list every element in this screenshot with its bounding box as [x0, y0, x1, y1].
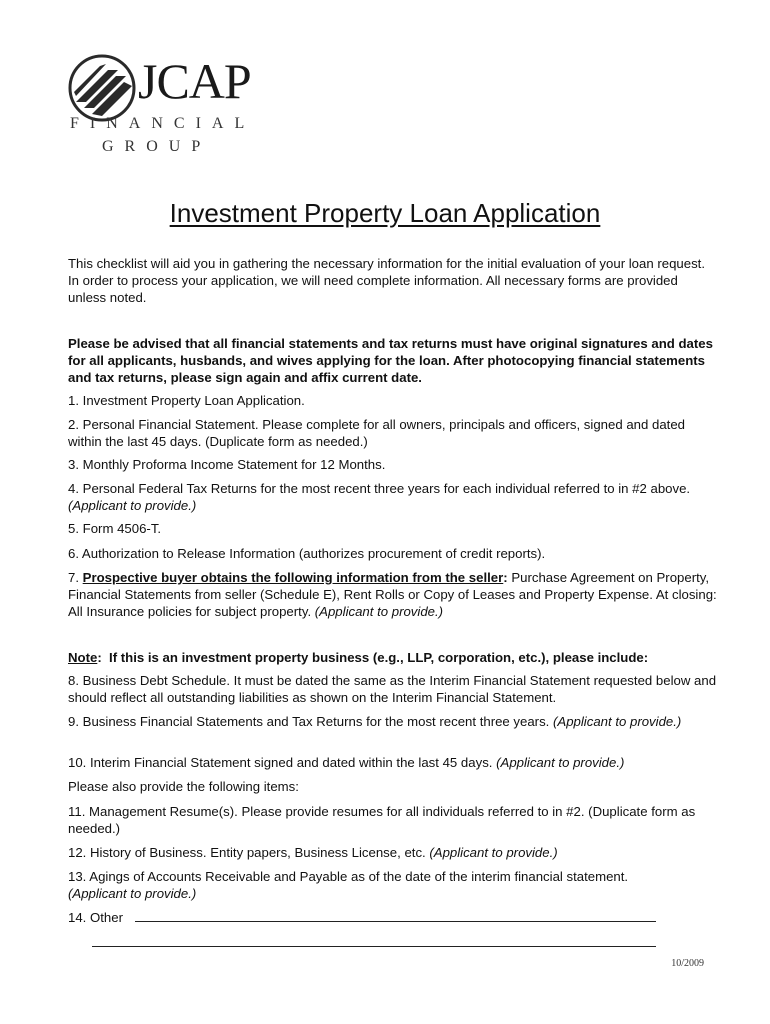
checklist-item-8: 8. Business Debt Schedule. It must be dated the same as the Interim Financial Statement requested below and should reflect all outstanding liabilities as shown on the Interim Financial Statement. — [68, 673, 717, 705]
checklist-item-11: 11. Management Resume(s). Please provide resumes for all individuals referred to in #2. (Duplicate form as needed.) — [68, 804, 696, 836]
logo-subtitle-financial: FINANCIAL — [70, 115, 256, 132]
also-provide-label: Please also provide the following items: — [68, 779, 299, 794]
checklist-item-7-heading: Prospective buyer obtains the following information from the seller — [82, 570, 504, 585]
checklist-item-7: 7. Prospective buyer obtains the following information from the seller: Purchase Agreement on Property, Financial Statements from seller (Schedule E), Rent Rolls or Copy of Leases and Property Expense. At closing: All Insurance policies for subject property. (Applicant to provide.) — [68, 570, 717, 619]
checklist-item-5: 5. Form 4506-T. — [68, 521, 162, 536]
checklist-item-9-text: 9. Business Financial Statements and Tax Returns for the most recent three years. — [68, 714, 550, 729]
page-title: Investment Property Loan Application — [169, 198, 601, 228]
intro-paragraph: This checklist will aid you in gathering the necessary information for the initial evaluation of your loan request. In order to process your application, we will need complete information. All necessary forms are provided unless noted. — [68, 256, 705, 305]
checklist-item-2: 2. Personal Financial Statement. Please complete for all owners, principals and officers, signed and dated within the last 45 days. (Duplicate form as needed.) — [68, 417, 685, 449]
checklist-item-9 — [68, 713, 718, 730]
note-paragraph: Note: If this is an investment property business (e.g., LLP, corporation, etc.), please include: — [68, 650, 649, 665]
checklist-item-12-text: 12. History of Business. Entity papers, Business License, etc. — [68, 845, 426, 860]
checklist-item-7-number: 7. — [68, 570, 79, 585]
checklist-item-14: 14. Other — [68, 910, 123, 925]
checklist-item-12-note: (Applicant to provide.) — [429, 845, 558, 860]
checklist-item-4-note: (Applicant to provide.) — [68, 498, 197, 513]
checklist-item-3: 3. Monthly Proforma Income Statement for 12 Months. — [68, 457, 386, 472]
checklist-item-10 — [68, 754, 718, 771]
checklist-item-9-note: (Applicant to provide.) — [553, 714, 682, 729]
checklist-item-13-note: (Applicant to provide.) — [68, 886, 197, 901]
checklist-item-13 — [68, 868, 718, 902]
form-revision-date: 10/2009 — [671, 958, 704, 969]
advisory-paragraph: Please be advised that all financial statements and tax returns must have original signatures and dates for all applicants, husbands, and wives applying for the loan. After photocopying financial statements and tax returns, please sign again and affix current date. — [68, 336, 713, 385]
other-fill-line-1[interactable] — [135, 921, 656, 922]
checklist-item-7-text: Purchase Agreement on Property, Financial Statements from seller (Schedule E), Rent Rolls or Copy of Leases and Property Expense. At closing: All Insurance policies for subject property. — [68, 570, 717, 619]
note-label-text: Note — [68, 650, 98, 665]
checklist-item-1: 1. Investment Property Loan Application. — [68, 393, 305, 408]
logo-subtitle-group: GROUP — [102, 138, 212, 155]
logo-wordmark: JCAP — [138, 53, 251, 109]
company-logo — [62, 50, 262, 170]
checklist-item-10-note: (Applicant to provide.) — [496, 755, 625, 770]
note-text: If this is an investment property business (e.g., LLP, corporation, etc.), please include: — [109, 650, 649, 665]
checklist-item-12 — [68, 844, 718, 861]
checklist-item-13-text: 13. Agings of Accounts Receivable and Payable as of the date of the interim financial statement. — [68, 869, 629, 884]
checklist-item-6: 6. Authorization to Release Information (authorizes procurement of credit reports). — [68, 546, 546, 561]
checklist-item-7-note: (Applicant to provide.) — [314, 604, 444, 619]
checklist-item-4 — [68, 480, 718, 514]
other-fill-line-2[interactable] — [92, 946, 656, 947]
checklist-item-10-text: 10. Interim Financial Statement signed and dated within the last 45 days. — [68, 755, 493, 770]
checklist-item-4-text: 4. Personal Federal Tax Returns for the most recent three years for each individual referred to in #2 above. — [68, 481, 691, 496]
